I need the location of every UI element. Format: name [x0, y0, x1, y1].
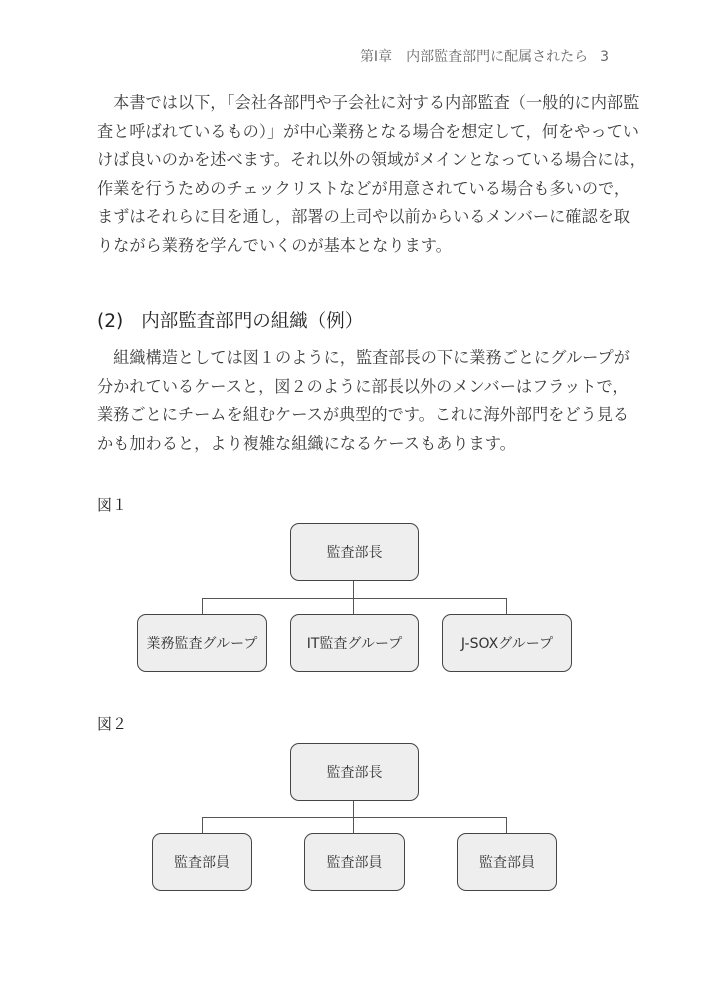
connector-line: [506, 598, 507, 615]
paragraph-intro: [97, 89, 646, 261]
text-line: まずはそれらに目を通し，部署の上司や以前からいるメンバーに確認を取: [97, 207, 631, 227]
connector-line: [353, 800, 354, 818]
figure1-label: 図１: [97, 496, 128, 514]
connector-line: [202, 598, 507, 599]
text-line: りながら業務を学んでいくのが基本となります。: [97, 235, 452, 255]
connector-line: [506, 817, 507, 834]
connector-line: [202, 598, 203, 615]
connector-line: [353, 580, 354, 599]
org-box-member: 監査部員: [152, 833, 252, 891]
text-line: 組織構造としては図１のように，監査部長の下に業務ごとにグループが: [97, 348, 630, 367]
text-line: 業務ごとにチームを組むケースが典型的です。これに海外部門をどう見る: [97, 405, 630, 425]
text-line: けば良いのかを述べます。それ以外の領域がメインとなっている場合には，: [97, 150, 646, 170]
org-box-group: J-SOXグループ: [442, 614, 572, 672]
text-line: 作業を行うためのチェックリストなどが用意されている場合も多いので，: [97, 178, 631, 198]
org-box-head: 監査部長: [290, 743, 419, 801]
chapter-title: 第Ⅰ章 内部監査部門に配属されたら: [359, 49, 589, 65]
text-line: 本書では以下，「会社各部門や子会社に対する内部監査（一般的に内部監: [97, 93, 640, 112]
text-line: かも加わると，より複雑な組織になるケースもあります。: [97, 433, 516, 453]
section-title: 内部監査部門の組織（例）: [141, 311, 364, 332]
org-box-head: 監査部長: [290, 523, 419, 581]
org-box-member: 監査部員: [304, 833, 405, 891]
section-number: (2): [97, 311, 124, 332]
connector-line: [202, 817, 203, 834]
text-line: 査と呼ばれているもの）」が中心業務となる場合を想定して，何をやってい: [97, 121, 639, 141]
org-box-group: 業務監査グループ: [137, 614, 267, 672]
text-line: 分かれているケースと，図２のように部長以外のメンバーはフラットで，: [97, 376, 629, 396]
running-header: [360, 46, 609, 66]
connector-line: [353, 817, 354, 834]
connector-line: [353, 598, 354, 615]
org-box-group: IT監査グループ: [290, 614, 419, 672]
paragraph-organization: [97, 344, 630, 458]
connector-line: [202, 817, 507, 818]
org-box-member: 監査部員: [457, 833, 557, 891]
figure2-label: 図２: [97, 715, 128, 733]
page-number: 3: [600, 49, 609, 65]
section-heading: [97, 307, 363, 333]
